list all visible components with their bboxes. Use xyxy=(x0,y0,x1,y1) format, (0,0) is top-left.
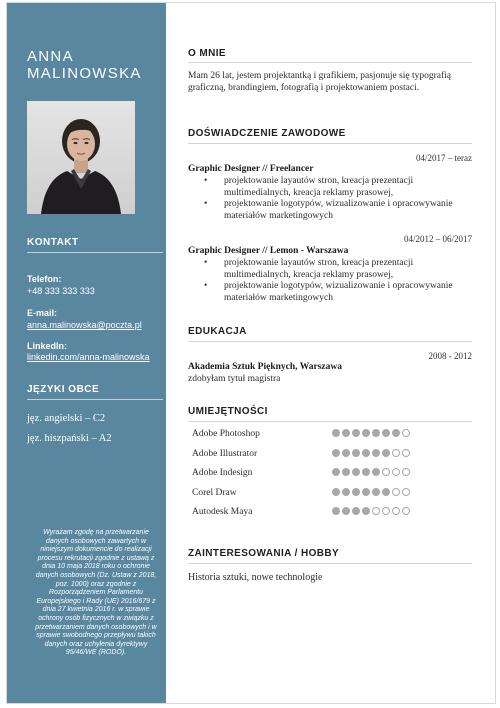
profile-photo xyxy=(27,101,135,214)
rating-dot-filled xyxy=(352,429,360,437)
school-name: Akademia Sztuk Pięknych, Warszawa xyxy=(188,362,342,372)
skill-rating xyxy=(332,449,412,459)
rating-dot-filled xyxy=(362,507,370,515)
gdpr-consent-clause: Wyrażam zgodę na przetwarzanie danych osobowych zawartych w niniejszym dokumencie do realizacji procesu rekrutacji zgodnie z ustawą z dnia 10 maja 2018 roku o ochronie danych osobowych (Dz. Ustaw z 2018, poz. 1000) oraz zgodnie z Rozporządzeniem Parlamentu Europejskiego i Rady (UE) 2016/679 z dnia 27 kwietnia 2016 r. w sprawie ochrony osób fizycznych w związku z przetwarzaniem danych osobowych i w sprawie swobodnego przepływu takich danych oraz uchylenia dyrektywy 95/46/WE (RODO). xyxy=(35,529,157,657)
about-text: Mam 26 lat, jestem projektantką i grafikiem, pasjonuje się typografią graficzną, brandingiem, fotografią i projektowaniem postaci. xyxy=(188,71,452,93)
about-heading: O MNIE xyxy=(188,48,226,59)
email-link[interactable]: anna.malinowska@poczta.pl xyxy=(27,320,142,330)
interests-divider xyxy=(188,563,472,564)
experience-heading: DOŚWIADCZENIE ZAWODOWE xyxy=(188,128,346,139)
rating-dot-filled xyxy=(382,449,390,457)
rating-dot-empty xyxy=(402,449,410,457)
rating-dot-filled xyxy=(372,449,380,457)
job-title: Graphic Designer // Lemon - Warszawa xyxy=(188,246,349,256)
rating-dot-filled xyxy=(342,468,350,476)
rating-dot-empty xyxy=(392,488,400,496)
rating-dot-empty xyxy=(372,507,380,515)
job-duty-item: • projektowanie layautów stron, kreacja prezentacji multimedialnych, kreacja reklamy prasowej, xyxy=(188,258,472,281)
job-duty-item: • projektowanie layautów stron, kreacja prezentacji multimedialnych, kreacja reklamy prasowej, xyxy=(188,176,472,199)
rating-dot-empty xyxy=(392,449,400,457)
job-duty-item: • projektowanie logotypów, wizualizowanie i opracowywanie materiałów marketingowych xyxy=(188,199,472,222)
education-dates: 2008 - 2012 xyxy=(428,351,472,361)
rating-dot-filled xyxy=(332,449,340,457)
job-dates: 04/2012 – 06/2017 xyxy=(403,234,472,244)
name-first: ANNA xyxy=(27,48,74,65)
rating-dot-filled xyxy=(372,488,380,496)
skill-rating xyxy=(332,507,412,517)
job-duties-list xyxy=(188,258,472,304)
linkedin-label: LinkedIn: xyxy=(27,341,67,351)
skill-name: Adobe Illustrator xyxy=(192,448,258,459)
degree-text: zdobyłam tytuł magistra xyxy=(188,374,281,384)
contact-heading: KONTAKT xyxy=(27,237,79,248)
job-title: Graphic Designer // Freelancer xyxy=(188,164,314,174)
skills-divider xyxy=(188,421,472,422)
rating-dot-filled xyxy=(362,468,370,476)
contact-divider xyxy=(27,252,163,253)
job-duties-list xyxy=(188,176,472,222)
candidate-name xyxy=(27,48,142,82)
rating-dot-empty xyxy=(392,468,400,476)
rating-dot-filled xyxy=(342,507,350,515)
rating-dot-filled xyxy=(332,468,340,476)
phone-value: +48 333 333 333 xyxy=(27,286,95,296)
education-heading: EDUKACJA xyxy=(188,326,247,337)
rating-dot-filled xyxy=(352,488,360,496)
rating-dot-filled xyxy=(332,507,340,515)
languages-heading: JĘZYKI OBCE xyxy=(27,384,100,395)
skill-row xyxy=(188,427,472,441)
rating-dot-filled xyxy=(342,429,350,437)
rating-dot-filled xyxy=(382,488,390,496)
sidebar xyxy=(7,3,166,703)
rating-dot-filled xyxy=(372,429,380,437)
rating-dot-filled xyxy=(342,488,350,496)
phone-label: Telefon: xyxy=(27,274,62,284)
about-divider xyxy=(188,62,472,63)
language-item: jęz. hiszpański – A2 xyxy=(27,433,112,444)
job-duty-item: • projektowanie logotypów, wizualizowanie i opracowywanie materiałów marketingowych xyxy=(188,281,472,304)
rating-dot-empty xyxy=(402,507,410,515)
portrait-image xyxy=(27,101,135,214)
rating-dot-empty xyxy=(382,468,390,476)
job-dates: 04/2017 – teraz xyxy=(416,153,472,163)
skill-name: Corel Draw xyxy=(192,487,237,498)
rating-dot-filled xyxy=(352,507,360,515)
rating-dot-filled xyxy=(352,449,360,457)
skill-name: Adobe Indesign xyxy=(192,468,253,478)
skill-row xyxy=(188,486,472,500)
skill-rating xyxy=(332,468,412,478)
experience-divider xyxy=(188,143,472,144)
rating-dot-empty xyxy=(382,507,390,515)
skill-row xyxy=(188,505,472,519)
rating-dot-empty xyxy=(402,488,410,496)
rating-dot-empty xyxy=(402,468,410,476)
skills-heading: UMIEJĘTNOŚCI xyxy=(188,406,268,417)
skill-name: Autodesk Maya xyxy=(192,507,253,517)
interests-heading: ZAINTERESOWANIA / HOBBY xyxy=(188,548,340,559)
interests-text: Historia sztuki, nowe technologie xyxy=(188,572,323,583)
rating-dot-filled xyxy=(352,468,360,476)
languages-divider xyxy=(27,399,163,400)
rating-dot-empty xyxy=(402,429,410,437)
email-label: E-mail: xyxy=(27,308,58,318)
rating-dot-filled xyxy=(342,449,350,457)
linkedin-link[interactable]: linkedin.com/anna-malinowska xyxy=(27,352,150,362)
rating-dot-filled xyxy=(392,429,400,437)
language-item: jęz. angielski – C2 xyxy=(27,413,106,424)
name-last: MALINOWSKA xyxy=(27,65,142,82)
rating-dot-filled xyxy=(372,468,380,476)
rating-dot-filled xyxy=(332,429,340,437)
rating-dot-empty xyxy=(392,507,400,515)
skill-row xyxy=(188,447,472,461)
rating-dot-filled xyxy=(332,488,340,496)
main-content xyxy=(166,0,496,708)
skill-rating xyxy=(332,488,412,498)
rating-dot-filled xyxy=(362,449,370,457)
skills-list xyxy=(188,427,472,527)
skill-name: Adobe Photoshop xyxy=(192,429,260,439)
skill-row xyxy=(188,466,472,480)
education-divider xyxy=(188,341,472,342)
skill-rating xyxy=(332,429,412,439)
rating-dot-filled xyxy=(382,429,390,437)
rating-dot-filled xyxy=(362,488,370,496)
rating-dot-filled xyxy=(362,429,370,437)
